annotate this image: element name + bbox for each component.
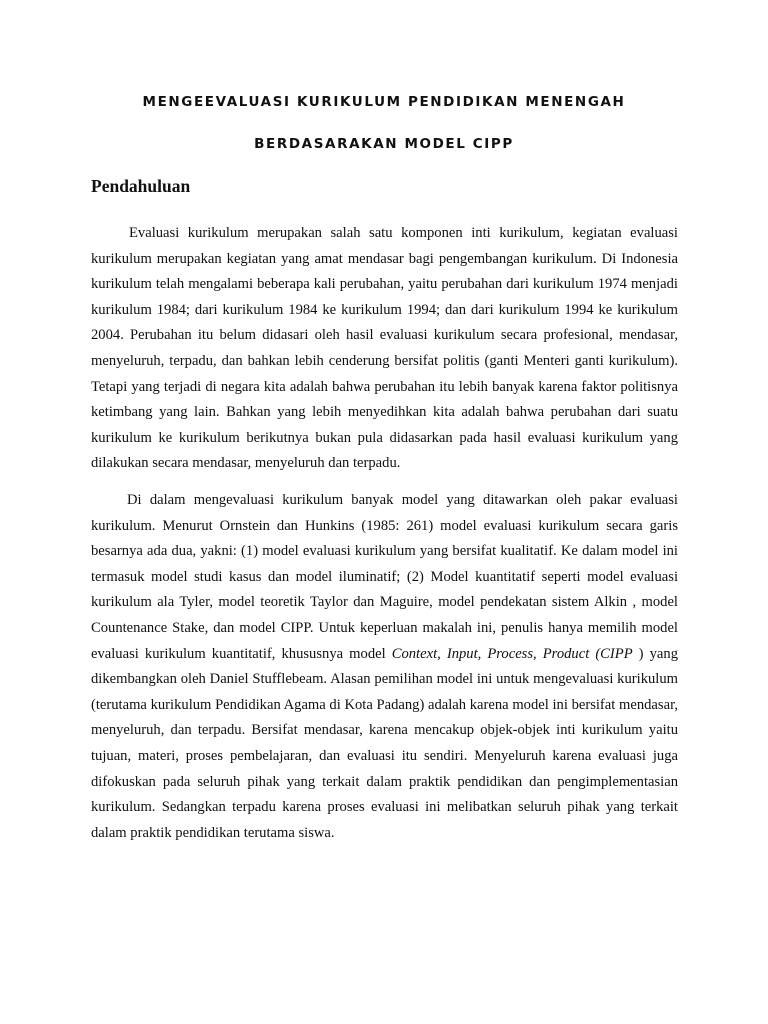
section-heading: Pendahuluan: [91, 176, 191, 196]
paragraph-2-italic-term: Context, Input, Process, Product (CIPP: [391, 645, 633, 662]
paragraph-2: [91, 488, 678, 846]
paragraph-2-text-after: ) yang dikembangkan oleh Daniel Stufflebeam. Alasan pemilihan model ini untuk mengevaluasi kurikulum (terutama kurikulum Pendidikan Agama di Kota Padang) adalah karena model ini bersifat mendasar, menyeluruh, dan terpadu. Bersifat mendasar, karena mencakup objek-objek inti kurikulum yaitu tujuan, materi, proses pembelajaran, dan evaluasi itu sendiri. Menyeluruh karena evaluasi juga difokuskan pada seluruh pihak yang terkait dalam praktik pendidikan dan pengimplementasian kurikulum. Sedangkan terpadu karena proses evaluasi ini melibatkan seluruh pihak yang terkait dalam praktik pendidikan terutama siswa.: [91, 645, 678, 841]
paragraph-2-text-before: Di dalam mengevaluasi kurikulum banyak model yang ditawarkan oleh pakar evaluasi kurikulum. Menurut Ornstein dan Hunkins (1985: 261) model evaluasi kurikulum secara garis besarnya ada dua, yakni: (1) model evaluasi kurikulum yang bersifat kualitatif. Ke dalam model ini termasuk model studi kasus dan model iluminatif; (2) Model kuantitatif seperti model evaluasi kurikulum ala Tyler, model teoretik Taylor dan Maguire, model pendekatan sistem Alkin , model Countenance Stake, dan model CIPP. Untuk keperluan makalah ini, penulis hanya memilih model evaluasi kurikulum kuantitatif, khususnya model: [91, 492, 678, 662]
paragraph-1: Evaluasi kurikulum merupakan salah satu komponen inti kurikulum, kegiatan evaluasi kurikulum merupakan kegiatan yang amat mendasar bagi pengembangan kurikulum. Di Indonesia kurikulum telah mengalami beberapa kali perubahan, yaitu perubahan dari kurikulum 1974 menjadi kurikulum 1984; dari kurikulum 1984 ke kurikulum 1994; dan dari kurikulum 1994 ke kurikulum 2004. Perubahan itu belum didasari oleh hasil evaluasi kurikulum secara profesional, mendasar, menyeluruh, terpadu, dan bahkan lebih cenderung bersifat politis (ganti Menteri ganti kurikulum). Tetapi yang terjadi di negara kita adalah bahwa perubahan itu lebih banyak karena faktor politisnya ketimbang yang lain. Bahkan yang lebih menyedihkan kita adalah bahwa perubahan dari suatu kurikulum ke kurikulum berikutnya bukan pula didasarkan pada hasil evaluasi kurikulum yang dilakukan secara mendasar, menyeluruh dan terpadu.: [91, 225, 678, 472]
document-title-line-2: BERDASARAKAN MODEL CIPP: [254, 136, 514, 152]
document-title-line-1: MENGEEVALUASI KURIKULUM PENDIDIKAN MENENGAH: [142, 94, 626, 110]
